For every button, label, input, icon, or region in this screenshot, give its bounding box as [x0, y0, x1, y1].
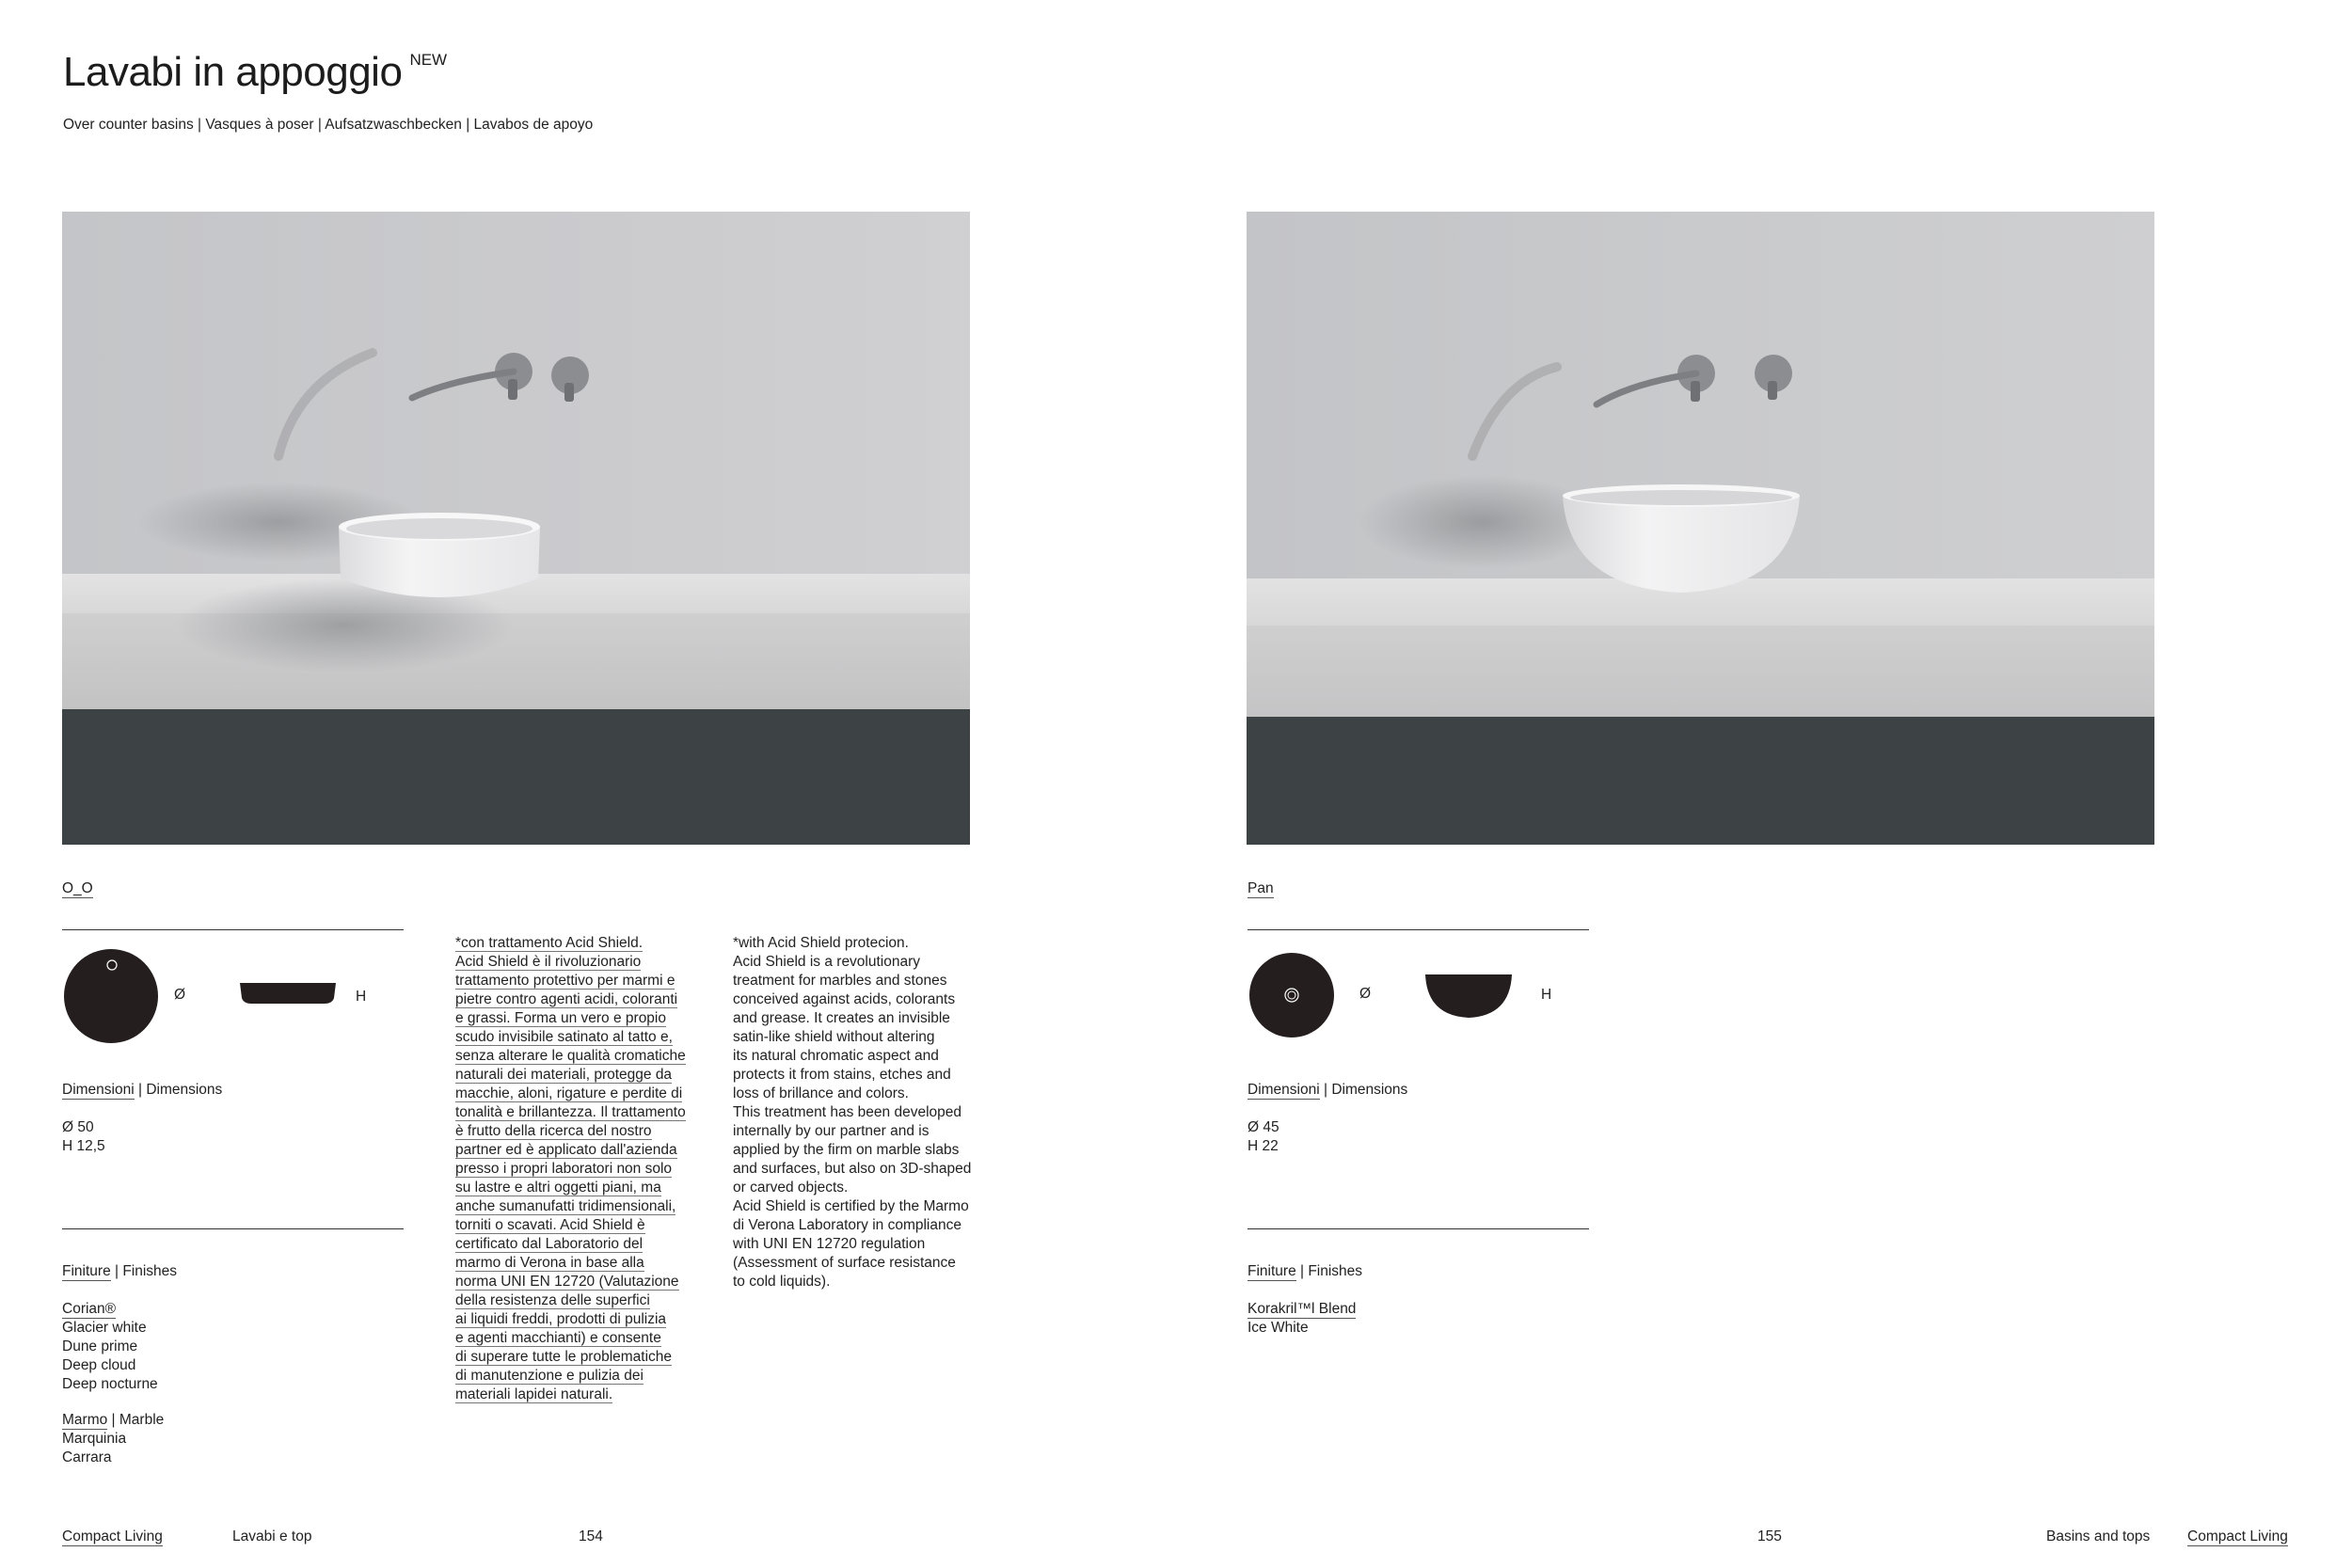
finish-group-title: Corian®: [62, 1301, 117, 1317]
note-line-text: This treatment has been developed: [733, 1104, 961, 1120]
divider: [1248, 1228, 1589, 1229]
side-view-icon: [240, 983, 336, 1010]
note-line: [733, 1122, 971, 1141]
note-line-text: della resistenza delle superfici: [455, 1292, 650, 1308]
dimension-height: H 22: [1248, 1138, 1279, 1154]
note-line: [733, 1235, 971, 1254]
page-subtitle: Over counter basins | Vasques à poser | Aufsatzwaschbecken | Lavabos de apoyo: [63, 117, 594, 133]
note-line-text: macchie, aloni, rigature e perdite di: [455, 1085, 683, 1101]
dimensions-heading: Dimensioni | Dimensions: [62, 1082, 223, 1098]
note-line: [733, 1179, 971, 1197]
note-line-text: or carved objects.: [733, 1180, 849, 1196]
note-line-text: *con trattamento Acid Shield.: [455, 935, 644, 951]
dimensions-heading: Dimensioni | Dimensions: [1248, 1082, 1408, 1098]
note-line: [733, 1047, 971, 1066]
finish-group-title: Korakril™l Blend: [1248, 1301, 1357, 1317]
note-line: [455, 1310, 686, 1329]
divider: [62, 929, 404, 930]
note-line-text: and surfaces, but also on 3D-shaped: [733, 1161, 972, 1177]
plan-view-icon: [1248, 952, 1335, 1043]
note-line-text: treatment for marbles and stones: [733, 973, 947, 989]
note-line: [455, 1235, 686, 1254]
note-line: [455, 953, 686, 972]
footer-brand-left: Compact Living: [62, 1528, 163, 1544]
plan-view-icon: [63, 948, 159, 1049]
note-line: [455, 1179, 686, 1197]
note-line-text: applied by the firm on marble slabs: [733, 1142, 960, 1158]
finishes-korakril: [1248, 1300, 1356, 1338]
note-line-text: partner ed è applicato dall'azienda: [455, 1142, 677, 1158]
footer-section-right: Basins and tops: [2046, 1528, 2151, 1544]
note-line: [455, 1254, 686, 1273]
note-line-text: marmo di Verona in base alla: [455, 1255, 644, 1271]
diameter-symbol: Ø: [1359, 986, 1372, 1002]
note-line-text: Acid Shield è il rivoluzionario: [455, 954, 642, 970]
note-line-text: materiali lapidei naturali.: [455, 1386, 613, 1402]
note-line: [455, 1160, 686, 1179]
note-line-text: certificato dal Laboratorio del: [455, 1236, 644, 1252]
note-line-text: scudo invisibile satinato al tatto e,: [455, 1029, 673, 1045]
note-line: [733, 1085, 971, 1103]
finish-item: Marquinia: [62, 1431, 127, 1447]
note-line-text: satin-like shield without altering: [733, 1029, 935, 1045]
note-line-text: su lastre e altri oggetti piani, ma: [455, 1180, 661, 1196]
dimension-diameter: Ø 45: [1248, 1119, 1279, 1135]
product-name-o-o: O_O: [62, 880, 93, 896]
page-number-right: 155: [1757, 1528, 1782, 1544]
note-line-text: anche sumanufatti tridimensionali,: [455, 1198, 676, 1214]
product-name-pan: Pan: [1248, 880, 1274, 896]
note-line-text: conceived against acids, colorants: [733, 991, 956, 1007]
note-line: [455, 1273, 686, 1291]
note-line-text: è frutto della ricerca del nostro: [455, 1123, 652, 1139]
new-badge: NEW: [409, 51, 448, 69]
note-line: [733, 1160, 971, 1179]
note-line-text: e agenti macchianti) e consente: [455, 1330, 661, 1346]
italian-note: [455, 934, 686, 1404]
note-line-text: pietre contro agenti acidi, coloranti: [455, 991, 678, 1007]
note-line: [455, 1216, 686, 1235]
note-line: [455, 1103, 686, 1122]
note-line: [733, 1216, 971, 1235]
note-line: [455, 1066, 686, 1085]
note-line-text: senza alterare le qualità cromatiche: [455, 1048, 686, 1064]
note-line-text: di superare tutte le problematiche: [455, 1349, 673, 1365]
note-line-text: loss of brillance and colors.: [733, 1085, 909, 1101]
note-line: [733, 1197, 971, 1216]
dimensions-list: [62, 1118, 105, 1156]
title-text: Lavabi in appoggio: [63, 49, 403, 95]
note-line-text: di Verona Laboratory in compliance: [733, 1217, 961, 1233]
note-line-text: *with Acid Shield protecion.: [733, 935, 909, 951]
page-number-left: 154: [579, 1528, 603, 1544]
english-note: [733, 934, 971, 1291]
footer-section-left: Lavabi e top: [232, 1528, 312, 1544]
height-symbol: H: [356, 989, 367, 1005]
note-line-text: (Assessment of surface resistance: [733, 1255, 956, 1271]
note-line: [733, 1009, 971, 1028]
finish-item: Glacier white: [62, 1320, 147, 1336]
product-photo-o-o: [62, 212, 970, 845]
note-line-text: protects it from stains, etches and: [733, 1067, 951, 1083]
note-line: [455, 972, 686, 990]
note-line-text: Acid Shield is certified by the Marmo: [733, 1198, 969, 1214]
note-line-text: norma UNI EN 12720 (Valutazione: [455, 1274, 679, 1290]
note-line: [733, 1254, 971, 1273]
note-line-text: its natural chromatic aspect and: [733, 1048, 939, 1064]
note-line-text: internally by our partner and is: [733, 1123, 930, 1139]
note-line: [733, 972, 971, 990]
note-line: [733, 953, 971, 972]
note-line-text: Acid Shield is a revolutionary: [733, 954, 921, 970]
note-line: [455, 1047, 686, 1066]
note-line: [455, 1085, 686, 1103]
finish-item: Carrara: [62, 1449, 112, 1465]
finish-item: Ice White: [1248, 1320, 1309, 1336]
dimensions-list: [1248, 1118, 1279, 1156]
note-line: [733, 1028, 971, 1047]
dimension-diameter: Ø 50: [62, 1119, 94, 1135]
note-line-text: tonalità e brillantezza. Il trattamento: [455, 1104, 686, 1120]
note-line: [455, 1367, 686, 1386]
product-photo-pan: [1247, 212, 2154, 845]
note-line: [455, 1028, 686, 1047]
note-line: [455, 1329, 686, 1348]
note-line: [455, 1386, 686, 1404]
note-line: [455, 1197, 686, 1216]
note-line: [455, 1141, 686, 1160]
note-line: [455, 1348, 686, 1367]
note-line-text: to cold liquids).: [733, 1274, 831, 1290]
note-line-text: torniti o scavati. Acid Shield è: [455, 1217, 645, 1233]
height-symbol: H: [1541, 987, 1552, 1003]
divider: [62, 1228, 404, 1229]
page-title: [63, 49, 447, 96]
finishes-corian: [62, 1300, 158, 1394]
note-line: [733, 990, 971, 1009]
note-line-text: trattamento protettivo per marmi e: [455, 973, 675, 989]
note-line-text: presso i propri laboratori non solo: [455, 1161, 673, 1177]
note-line: [733, 1141, 971, 1160]
divider: [1248, 929, 1589, 930]
note-line: [455, 934, 686, 953]
note-line: [733, 1273, 971, 1291]
note-line: [733, 1066, 971, 1085]
footer-brand-right: Compact Living: [2187, 1528, 2288, 1544]
diameter-symbol: Ø: [174, 987, 186, 1003]
note-line-text: e grassi. Forma un vero e propio: [455, 1010, 666, 1026]
note-line: [733, 934, 971, 953]
finish-item: Deep nocturne: [62, 1376, 158, 1392]
dimension-height: H 12,5: [62, 1138, 105, 1154]
finish-item: Deep cloud: [62, 1357, 136, 1373]
note-line: [455, 990, 686, 1009]
finish-group-title: Marmo | Marble: [62, 1412, 165, 1428]
finishes-heading: Finiture | Finishes: [1248, 1263, 1363, 1279]
note-line: [733, 1103, 971, 1122]
note-line-text: di manutenzione e pulizia dei: [455, 1368, 644, 1384]
finishes-heading: Finiture | Finishes: [62, 1263, 178, 1279]
side-view-icon: [1425, 974, 1512, 1022]
note-line: [455, 1122, 686, 1141]
note-line: [455, 1009, 686, 1028]
note-line-text: naturali dei materiali, protegge da: [455, 1067, 673, 1083]
note-line-text: ai liquidi freddi, prodotti di pulizia: [455, 1311, 667, 1327]
note-line: [455, 1291, 686, 1310]
note-line-text: and grease. It creates an invisible: [733, 1010, 950, 1026]
note-line-text: with UNI EN 12720 regulation: [733, 1236, 926, 1252]
finishes-marble: [62, 1411, 164, 1467]
finish-item: Dune prime: [62, 1338, 138, 1354]
